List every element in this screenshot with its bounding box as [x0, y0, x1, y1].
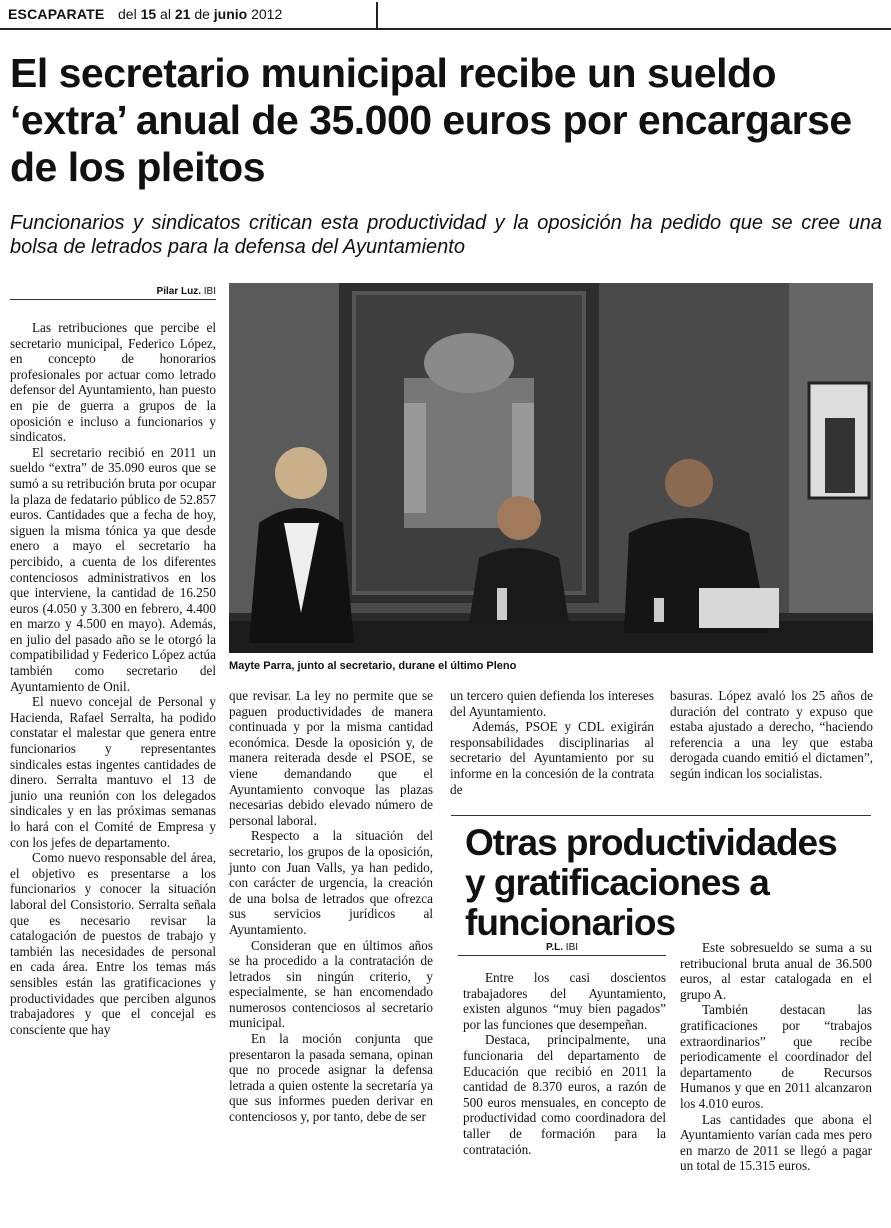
- paragraph: En la moción conjunta que presentaron la pasada semana, opinan que no procede asignar la defensa letrada a quien ostente la secretaría ya que sus informes pueden derivar en contenciosos y, por tanto, debe de ser: [229, 1031, 433, 1125]
- article-column-3: [450, 688, 654, 797]
- article-column-1: [10, 320, 216, 1037]
- date-month: junio: [213, 6, 248, 22]
- sidebar-byline-author: P.L.: [545, 942, 564, 953]
- article-subheadline: Funcionarios y sindicatos critican esta productividad y la oposición ha pedido que se cree una bolsa de letrados para la defensa del Ayuntamiento: [10, 212, 882, 258]
- paragraph: que revisar. La ley no permite que se paguen productividades de manera continuada y por la misma cantidad económica. Desde la oposición y, de manera reiterada desde el PSOE, se viene demandando que el Ayuntamiento convoque las plazas necesarias debido elevado número de personal laboral.: [229, 688, 433, 828]
- paragraph: Además, PSOE y CDL exigirán responsabilidades disciplinarias al secretario del Ayuntamiento por su informe en la concesión de la contrata de: [450, 719, 654, 797]
- paragraph: Las cantidades que abona el Ayuntamiento varían cada mes pero en marzo de 2011 se llegó a pagar un total de 15.315 euros.: [680, 1111, 872, 1174]
- section-label: ESCAPARATE: [8, 6, 105, 22]
- photo-illustration: [229, 283, 873, 653]
- header-rule: [0, 28, 891, 30]
- paragraph: Como nuevo responsable del área, el objetivo es presentarse a los funcionarios y conocer la situación laboral del Consistorio. Serralta señala que es necesario revisar la catalogación de puestos de trabajo y también las necesidades de personal en cada área. Entre los temas más sensibles están las gratificaciones y productividades que perciben algunos trabajadores y que el concejal es consciente que hay: [10, 850, 216, 1037]
- paragraph: Respecto a la situación del secretario, los grupos de la oposición, junto con Juan Valls, ya han pedido, con carácter de urgencia, la creación de una bolsa de letrados que ofrezca sus servicios jurídicos al Ayuntamiento.: [229, 828, 433, 937]
- issue-date: [118, 6, 282, 22]
- paragraph: Consideran que en últimos años se ha procedido a la contratación de letrados sin ningún criterio, y especialmente, se han encomendado numerosos contenciosos al secretario municipal.: [229, 937, 433, 1031]
- date-year: 2012: [251, 6, 283, 22]
- date-mid: al: [160, 6, 171, 22]
- header-divider: [376, 2, 378, 28]
- sidebar-column-1: [463, 970, 666, 1157]
- article-photo: [229, 283, 873, 653]
- paragraph: basuras. López avaló los 25 años de duración del contrato y expuso que estaba ajustado a derecho, “haciendo referencia a una ley que estaba derogada cuando emitió el dictamen”, según indican los socialistas.: [670, 688, 873, 781]
- paragraph: También destacan las gratificaciones por “trabajos extraordinarios” que recibe periodicamente el coordinador del departamento de Recursos Humanos y que en 2011 alcanzaron los 4.010 euros.: [680, 1002, 872, 1111]
- article-byline: [10, 286, 216, 300]
- paragraph: Este sobresueldo se suma a su retribucional bruta anual de 36.500 euros, al estar catalogada en el grupo A.: [680, 940, 872, 1002]
- sidebar-rule: [451, 815, 871, 816]
- paragraph: El nuevo concejal de Personal y Hacienda, Rafael Serralta, ha podido constatar el malestar que genera entre funcionarios y representantes sindicales estas ingentes cantidades de dinero. Serralta mantuvo el 13 de junio una reunión con los delegados sindicales y en las próximas semanas lo hará con el Comité de Empresa y con los jefes de departamento.: [10, 694, 216, 850]
- sidebar-byline: [458, 942, 666, 956]
- paragraph: un tercero quien defienda los intereses del Ayuntamiento.: [450, 688, 654, 719]
- sidebar-byline-place: IBI: [565, 942, 579, 953]
- paragraph: El secretario recibió en 2011 un sueldo “extra” de 35.090 euros que se sumó a su retribución bruta por ocupar la plaza de fedatario público de 52.857 euros. Cantidades que a fecha de hoy, siguen la misma tónica ya que desde enero a mayo el secretario ha percibido, a cuenta de los diferentes contenciosos administrativos en los que interviene, la cantidad de 16.250 euros (4.050 y 3.300 en febrero, 4.400 en marzo y 4.500 en mayo). Además, en julio del pasado año se le otorgó la compatibilidad y Federico López actúa también como secretario del Ayuntamiento de Onil.: [10, 444, 216, 694]
- sidebar-column-2: [680, 940, 872, 1174]
- article-column-2: [229, 688, 433, 1125]
- sidebar-title: Otras productividades y gratificaciones a funcionarios: [465, 822, 837, 943]
- article-headline: El secretario municipal recibe un sueldo ‘extra’ anual de 35.000 euros por encargarse de los pleitos: [10, 50, 852, 190]
- paragraph: Destaca, principalmente, una funcionaria del departamento de Educación que recibió en 2011 la cantidad de 8.370 euros, a razón de 500 euros mensuales, en concepto de productividad como coordinadora del taller de formación para la contratación.: [463, 1032, 666, 1157]
- date-to: 21: [174, 6, 191, 22]
- photo-caption: Mayte Parra, junto al secretario, durane el último Pleno: [229, 660, 517, 672]
- date-from: 15: [140, 6, 157, 22]
- byline-place: IBI: [203, 286, 216, 297]
- byline-author: Pilar Luz.: [156, 286, 201, 297]
- paragraph: Entre los casi doscientos trabajadores del Ayuntamiento, existen algunos “muy bien pagados” por las funciones que desempeñan.: [463, 970, 666, 1032]
- paragraph: Las retribuciones que percibe el secretario municipal, Federico López, en concepto de honorarios profesionales por actuar como letrado defensor del Ayuntamiento, han puesto en pie de guerra a grupos de la oposición e incluso a funcionarios y sindicatos.: [10, 320, 216, 445]
- article-column-4: [670, 688, 873, 782]
- date-prefix: del: [118, 6, 137, 22]
- date-de: de: [194, 6, 210, 22]
